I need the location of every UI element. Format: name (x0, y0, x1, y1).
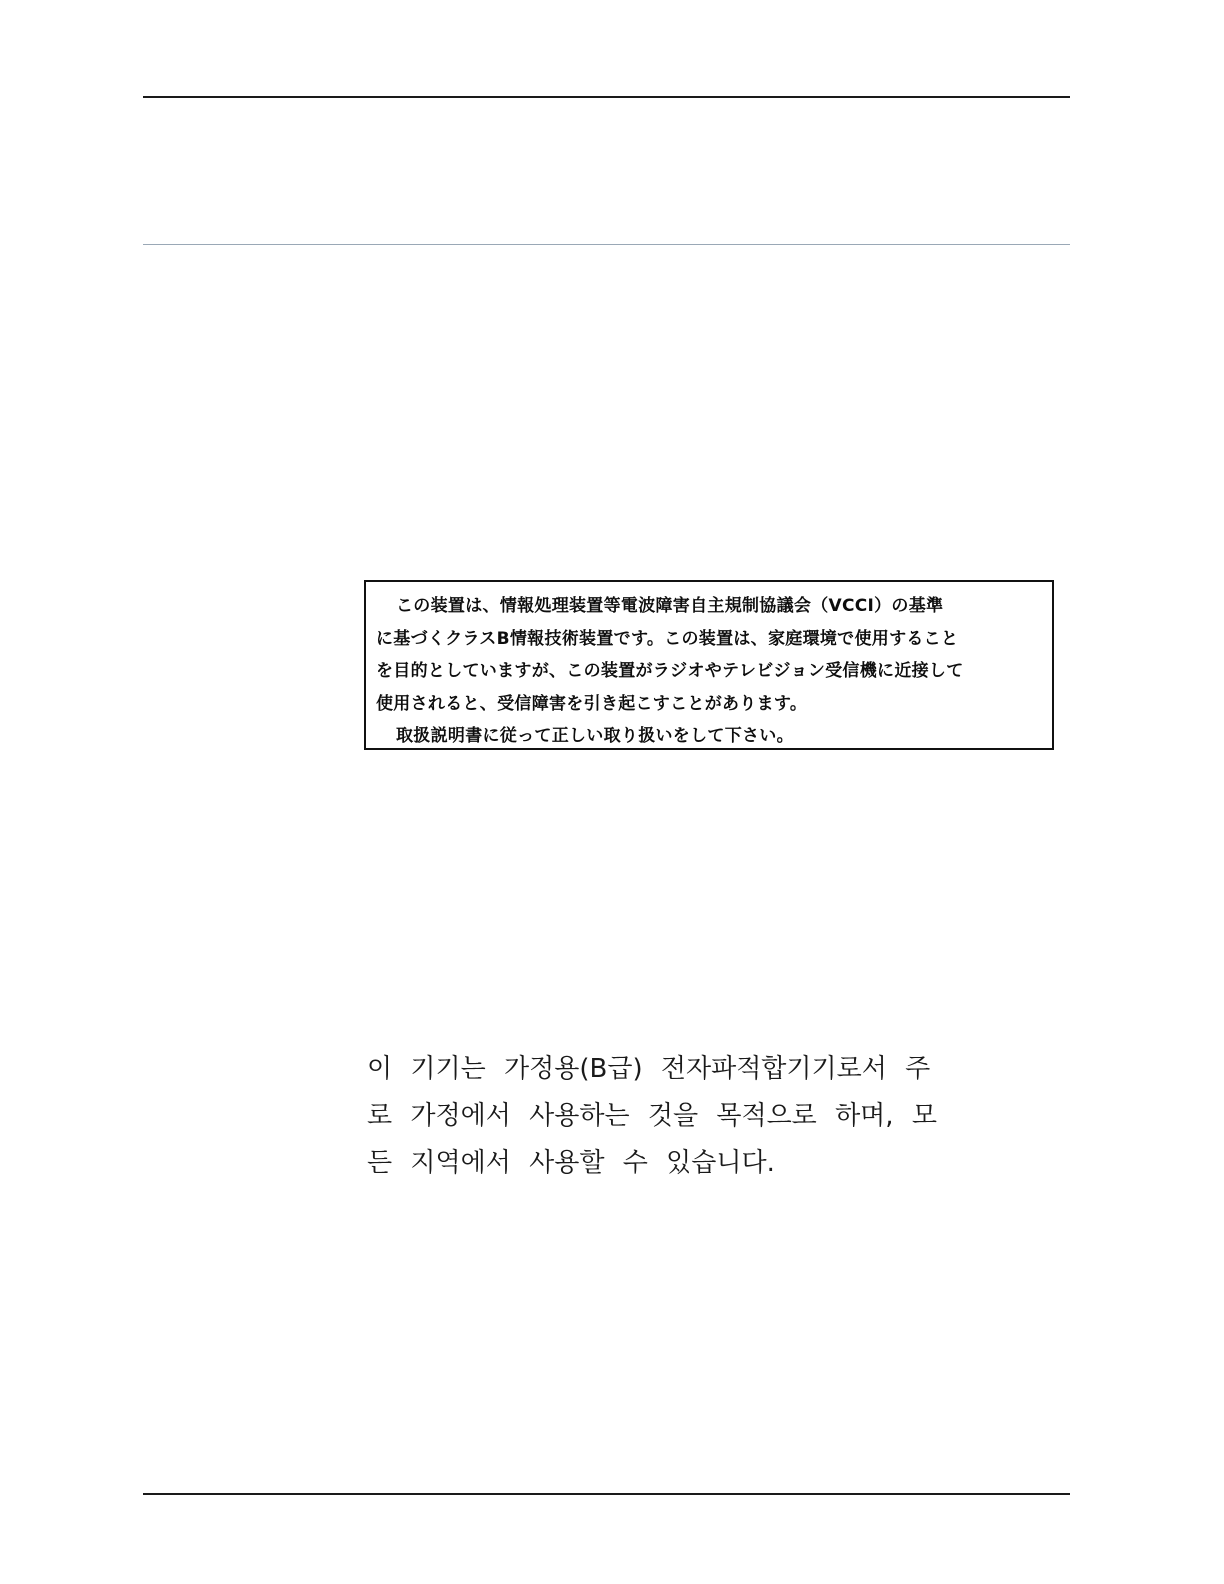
vcci-notice-line-2: に基づくクラスB情報技術装置です。この装置は、家庭環境で使用すること (376, 628, 959, 649)
vcci-notice-line-1: この装置は、情報処理装置等電波障害自主規制協議会（VCCI）の基準 (396, 596, 944, 616)
section-rule (143, 244, 1070, 245)
korean-notice-line-2: 로 가정에서 사용하는 것을 목적으로 하며, 모 (367, 1101, 937, 1131)
korean-notice-line-1: 이 기기는 가정용(B급) 전자파적합기기로서 주 (367, 1054, 931, 1084)
header-rule (143, 96, 1070, 98)
vcci-notice-line-5: 取扱説明書に従って正しい取り扱いをして下さい。 (396, 726, 794, 746)
korean-emc-notice (367, 1046, 967, 1187)
vcci-notice-box (364, 580, 1054, 750)
korean-notice-line-3: 든 지역에서 사용할 수 있습니다. (367, 1148, 775, 1178)
footer-rule (143, 1493, 1070, 1495)
vcci-notice-line-4: 使用されると、受信障害を引き起こすことがあります。 (376, 693, 808, 714)
vcci-notice-line-3: を目的としていますが、この装置がラジオやテレビジョン受信機に近接して (376, 661, 964, 681)
